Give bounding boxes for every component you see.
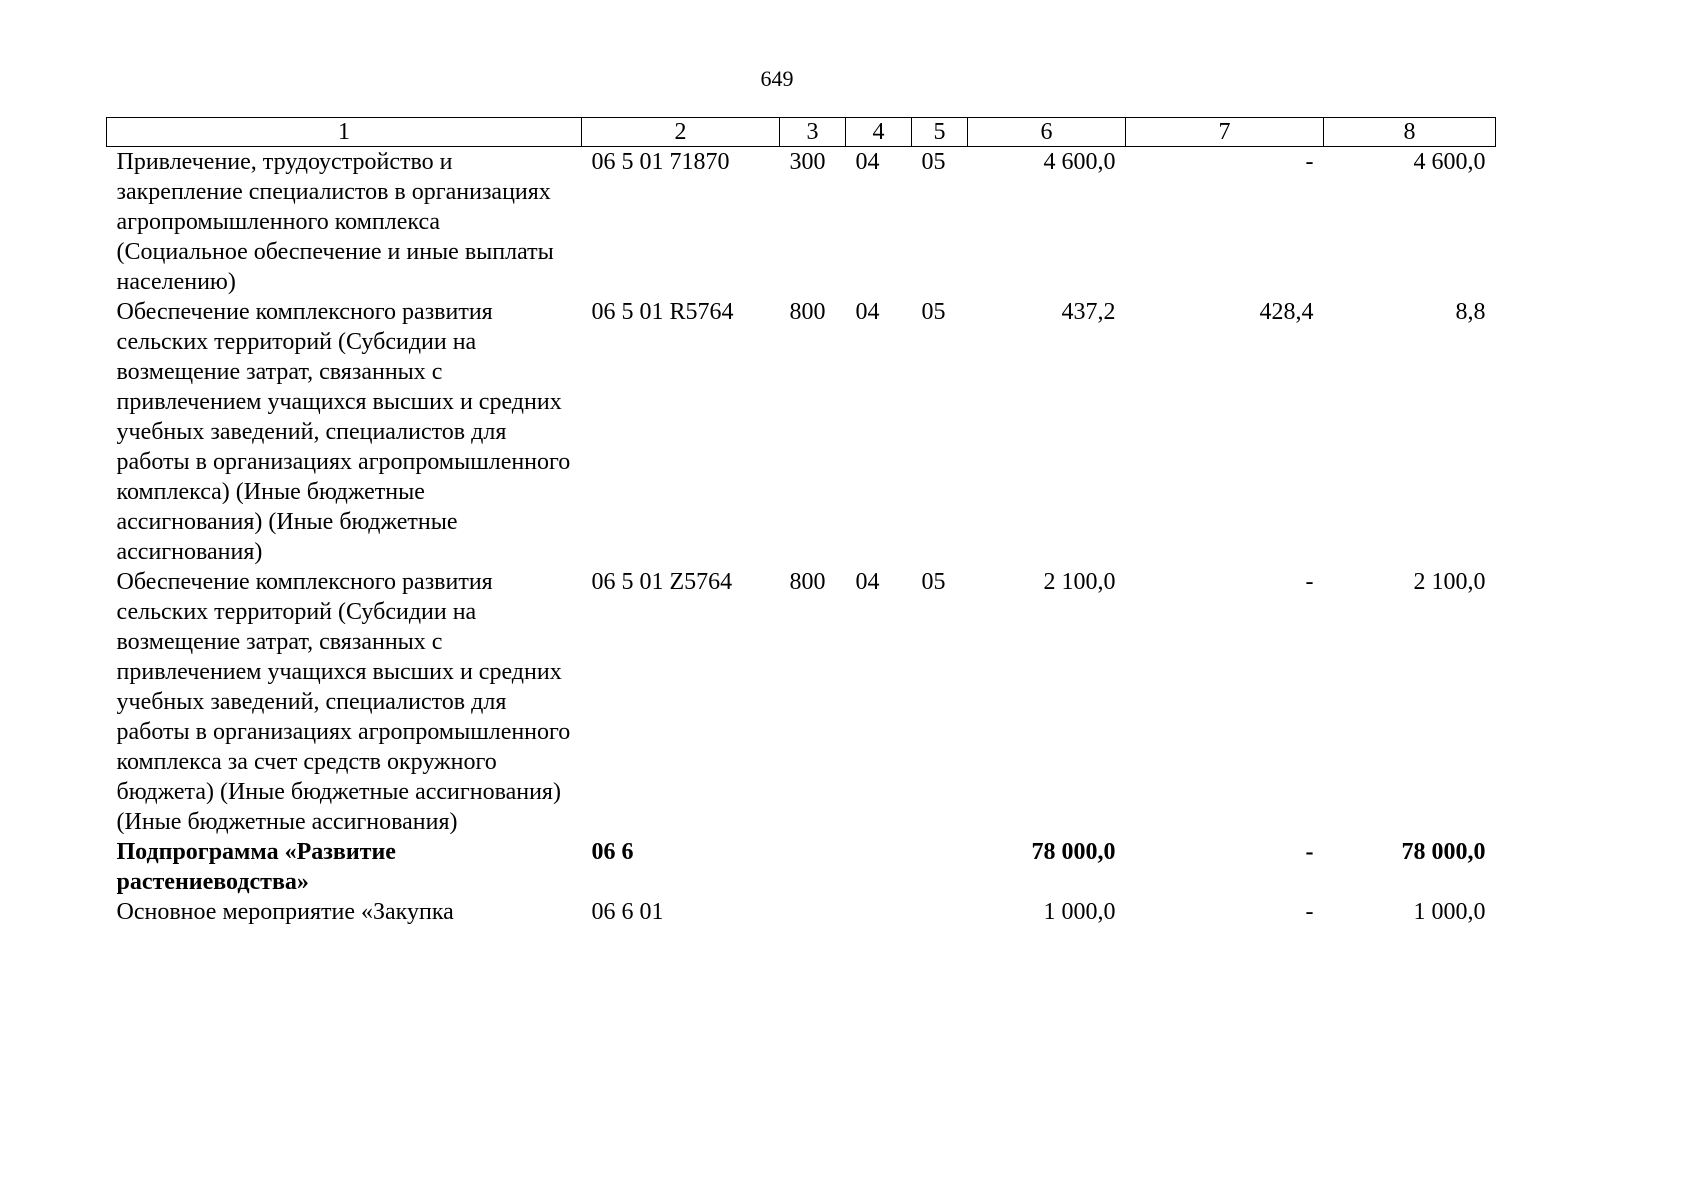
row-pr: 05: [921, 569, 946, 595]
row-vr: 300: [789, 149, 826, 175]
row-regional: 2 100,0: [1413, 569, 1486, 595]
row-total: 4 600,0: [1043, 149, 1116, 175]
row-pr: 05: [921, 299, 946, 325]
row-vr: 800: [789, 299, 826, 325]
header-col-5: 5: [912, 118, 968, 147]
row-rz: 04: [855, 299, 880, 325]
row-federal: -: [1305, 839, 1314, 865]
row-rz: [846, 837, 912, 897]
page-number: 649: [760, 66, 794, 91]
row-name: Основное мероприятие «Закупка: [116, 899, 454, 925]
row-code: 06 6: [591, 839, 634, 865]
row-code: 06 5 01 71870: [591, 149, 730, 175]
row-regional: 8,8: [1455, 299, 1486, 325]
row-federal: -: [1305, 569, 1314, 595]
row-rz: [846, 897, 912, 927]
row-name: Обеспечение комплексного развития сельских территорий (Субсидии на возмещение затрат, связанных с привлечением учащихся высших и средних учебных заведений, специалистов для работы в организациях агропромышленного комплекса) (Иные бюджетные ассигнования) (Иные бюджетные ассигнования): [116, 299, 571, 565]
table-row-subprogram: [107, 837, 1496, 897]
table-row: [107, 297, 1496, 567]
header-col-6: 6: [968, 118, 1126, 147]
table-header-row: [107, 118, 1496, 147]
row-federal: 428,4: [1259, 299, 1314, 325]
row-federal: -: [1305, 149, 1314, 175]
header-col-2: 2: [582, 118, 780, 147]
row-regional: 78 000,0: [1401, 839, 1486, 865]
row-name: Подпрограмма «Развитие растениеводства»: [116, 839, 396, 895]
table-row: [107, 897, 1496, 927]
row-code: 06 6 01: [591, 899, 664, 925]
row-code: 06 5 01 Z5764: [591, 569, 733, 595]
row-pr: 05: [921, 149, 946, 175]
header-col-8: 8: [1324, 118, 1496, 147]
row-rz: 04: [855, 569, 880, 595]
row-vr: [780, 897, 846, 927]
row-regional: 4 600,0: [1413, 149, 1486, 175]
row-rz: 04: [855, 149, 880, 175]
header-col-4: 4: [846, 118, 912, 147]
row-name: Обеспечение комплексного развития сельских территорий (Субсидии на возмещение затрат, связанных с привлечением учащихся высших и средних учебных заведений, специалистов для работы в организациях агропромышленного комплекса за счет средств окружного бюджета) (Иные бюджетные ассигнования) (Иные бюджетные ассигнования): [116, 569, 571, 835]
header-col-3: 3: [780, 118, 846, 147]
budget-table: [106, 117, 1496, 927]
table-row: [107, 567, 1496, 837]
row-regional: 1 000,0: [1413, 899, 1486, 925]
row-vr: 800: [789, 569, 826, 595]
row-pr: [912, 897, 968, 927]
row-code: 06 5 01 R5764: [591, 299, 734, 325]
row-pr: [912, 837, 968, 897]
row-total: 437,2: [1061, 299, 1116, 325]
row-name: Привлечение, трудоустройство и закрепление специалистов в организациях агропромышленного комплекса (Социальное обеспечение и иные выплаты населению): [116, 149, 554, 295]
row-total: 2 100,0: [1043, 569, 1116, 595]
header-col-1: 1: [107, 118, 582, 147]
table-row: [107, 147, 1496, 298]
row-total: 78 000,0: [1031, 839, 1116, 865]
row-vr: [780, 837, 846, 897]
header-col-7: 7: [1126, 118, 1324, 147]
row-federal: -: [1305, 899, 1314, 925]
row-total: 1 000,0: [1043, 899, 1116, 925]
